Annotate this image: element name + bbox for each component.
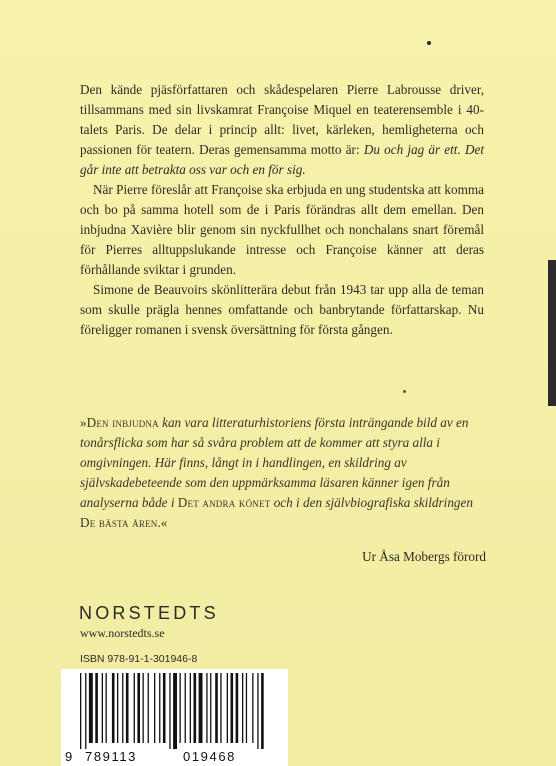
barcode <box>61 669 288 766</box>
review-quote <box>80 413 486 533</box>
barcode-bar <box>185 673 186 743</box>
barcode-bar <box>80 673 81 749</box>
barcode-bar <box>85 673 86 749</box>
quote-text-2: och i den självbiografiska skildringen <box>270 495 473 510</box>
barcode-bar <box>89 673 93 743</box>
blurb-text <box>80 80 484 340</box>
barcode-bar <box>173 673 177 749</box>
barcode-bar <box>246 673 247 743</box>
blurb-paragraph-1-text: Den kände pjäsförfattaren och skådespelaren Pierre Labrousse driver, tillsammans med sin livskamrat Françoise Miquel en teaterensemble i 40-talets Paris. De delar i princip allt: livet, kärleken, hemligheterna och passionen för teatern. Deras gemensamma motto är: <box>80 82 484 157</box>
barcode-bar <box>252 673 253 743</box>
barcode-bar <box>117 673 118 743</box>
quote-attribution: Ur Åsa Mobergs förord <box>362 549 486 564</box>
print-speck <box>403 390 406 393</box>
quote-open-mark: » <box>80 415 87 430</box>
quote-title-3: De bästa åren <box>80 515 158 530</box>
barcode-bar <box>261 673 264 749</box>
barcode-right-digits: 019468 <box>183 749 236 764</box>
binding-edge <box>548 260 556 406</box>
barcode-bar <box>236 673 239 743</box>
barcode-bar <box>180 673 181 743</box>
blurb-paragraph-3: Simone de Beauvoirs skönlitterära debut från 1943 tar upp alla de teman som skulle prägla hennes omfattande och banbrytande författarskap. Nu föreligger romanen i svensk översättning för första gången. <box>80 282 484 337</box>
blurb-paragraph-1 <box>80 80 484 180</box>
barcode-bar <box>122 673 123 743</box>
barcode-bar <box>215 673 218 743</box>
barcode-bar <box>227 673 228 743</box>
barcode-bars <box>64 673 285 749</box>
barcode-bar <box>242 673 243 743</box>
barcode-bar <box>154 673 155 743</box>
blurb-motto: Du och jag är ett. Det går inte att betrakta oss var och en för sig. <box>80 142 484 177</box>
barcode-bar <box>190 673 191 743</box>
barcode-bar <box>102 673 103 743</box>
barcode-left-digits: 789113 <box>85 749 138 764</box>
barcode-bar <box>210 673 211 743</box>
barcode-bar <box>126 673 129 743</box>
barcode-bar <box>163 673 166 743</box>
publisher-logo: NORSTEDTS <box>79 603 219 623</box>
quote-title-1: Den inbjudna <box>86 415 159 430</box>
barcode-bar <box>95 673 98 743</box>
barcode-bar <box>143 673 144 743</box>
barcode-bar <box>220 673 221 743</box>
barcode-bar <box>199 673 203 743</box>
isbn-number: ISBN 978-91-1-301946-8 <box>80 653 198 665</box>
blurb-paragraph-2: När Pierre föreslår att Françoise ska erbjuda en ung studentska att komma och bo på samma hotell som de i Paris förändras allt dem emellan. Den inbjudna Xavière blir genom sin nyckfullhet och nonchalans snart föremål för Pierres alltuppslukande intresse och Françoise känner att deras förhållande sviktar i grunden. <box>80 182 484 277</box>
barcode-bar <box>159 673 160 743</box>
quote-text-1: kan vara litteraturhistoriens första inträngande bild av en tonårsflicka som har så svåra problem att de kommer att styra alla i omgivningen. Här finns, långt in i handlingen, en skildring av självskadebeteende som den uppmärksamma läsaren känner igen från analyserna både i <box>80 415 469 510</box>
quote-close-mark: .« <box>157 515 168 530</box>
barcode-bar <box>169 673 170 749</box>
barcode-bar <box>206 673 207 743</box>
barcode-bar <box>134 673 135 743</box>
print-speck <box>427 41 431 45</box>
barcode-bar <box>231 673 234 743</box>
publisher-website: www.norstedts.se <box>80 626 165 640</box>
barcode-lead-digit: 9 <box>65 749 74 764</box>
barcode-bar <box>194 673 197 743</box>
barcode-bar <box>137 673 140 743</box>
barcode-bar <box>106 673 107 743</box>
quote-title-2: Det andra könet <box>177 495 271 510</box>
barcode-bar <box>148 673 149 743</box>
barcode-bar <box>112 673 115 743</box>
barcode-bar <box>257 673 258 749</box>
